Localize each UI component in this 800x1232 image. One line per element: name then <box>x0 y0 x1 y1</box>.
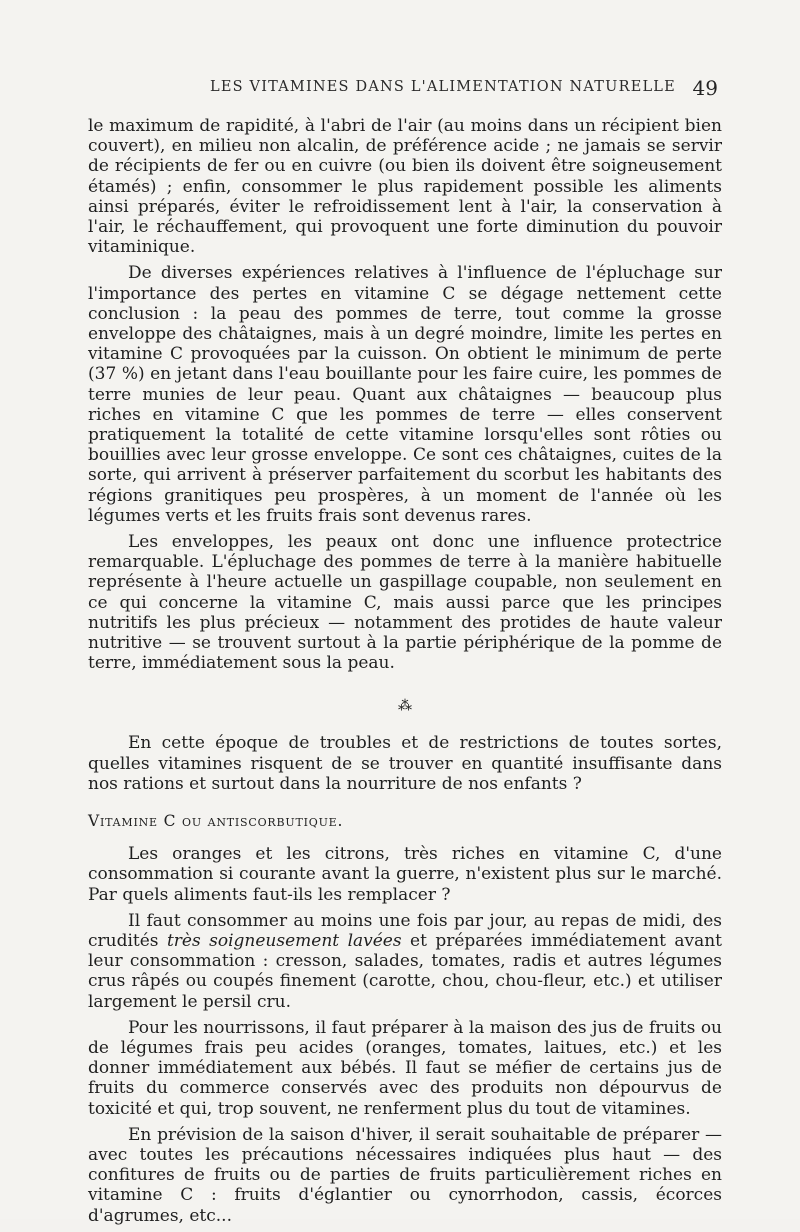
paragraph-3: Les enveloppes, les peaux ont donc une influence protectrice remarquable. L'épluchage des pommes de terre à la manière habituelle représente à l'heure actuelle un gaspillage coupable, non seulement en ce qui concerne la vitamine C, mais aussi parce que les principes nutritifs les plus précieux — notamment des protides de haute valeur nutritive — se trouvent surtout à la partie périphérique de la pomme de terre, immédiatement sous la peau. <box>88 532 722 674</box>
running-title: LES VITAMINES DANS L'ALIMENTATION NATURELLE <box>210 79 676 95</box>
page-number: 49 <box>692 76 718 100</box>
paragraph-5: Les oranges et les citrons, très riches en vitamine C, d'une consommation si courante avant la guerre, n'existent plus sur le marché. Par quels aliments faut-ils les remplacer ? <box>88 844 722 905</box>
page-content <box>88 116 722 1232</box>
paragraph-2: De diverses expériences relatives à l'influence de l'épluchage sur l'importance des pertes en vitamine C se dégage nettement cette conclusion : la peau des pommes de terre, tout comme la grosse enveloppe des châtaignes, mais à un degré moindre, limite les pertes en vitamine C provoquées par la cuisson. On obtient le minimum de perte (37 %) en jetant dans l'eau bouillante pour les faire cuire, les pommes de terre munies de leur peau. Quant aux châtaignes — beaucoup plus riches en vitamine C que les pommes de terre — elles conservent pratiquement la totalité de cette vitamine lorsqu'elles sont rôties ou bouillies avec leur grosse enveloppe. Ce sont ces châtaignes, cuites de la sorte, qui arrivent à préserver parfaitement du scorbut les habitants des régions granitiques peu prospères, à un moment de l'année où les légumes verts et les fruits frais sont devenus rares. <box>88 263 722 526</box>
section-separator: ⁂ <box>398 698 412 715</box>
paragraph-1: le maximum de rapidité, à l'abri de l'air (au moins dans un récipient bien couvert), en milieu non alcalin, de préférence acide ; ne jamais se servir de récipients de fer ou en cuivre (ou bien ils doivent être soigneusement étamés) ; enfin, consommer le plus rapidement possible les aliments ainsi préparés, éviter le refroidissement lent à l'air, la conservation à l'air, le réchauffement, qui provoquent une forte diminution du pouvoir vitaminique. <box>88 116 722 258</box>
paragraph-6-part-2: et préparées immédiatement avant leur consommation : cresson, salades, tomates, radis et autres légumes crus râpés ou coupés finement (carotte, chou, chou-fleur, etc.) et utiliser largement le persil cru. <box>88 930 722 1012</box>
page-header <box>88 76 718 102</box>
paragraph-6-part-1: Il faut consommer au moins une fois par jour, au repas de midi, des crudités <box>88 910 722 951</box>
paragraph-6 <box>88 911 722 1012</box>
paragraph-7: Pour les nourrissons, il faut préparer à la maison des jus de fruits ou de légumes frais peu acides (oranges, tomates, laitues, etc.) et les donner immédiatement aux bébés. Il faut se méfier de certains jus de fruits du commerce conservés avec des produits non dépourvus de toxicité et qui, trop souvent, ne renferment plus du tout de vitamines. <box>88 1017 722 1119</box>
section-title: Vitamine C ou antiscorbutique. <box>88 812 344 831</box>
paragraph-6-italic: très soigneusement lavées <box>166 930 402 951</box>
paragraph-4: En cette époque de troubles et de restrictions de toutes sortes, quelles vitamines risquent de se trouver en quantité insuffisante dans nos rations et surtout dans la nourriture de nos enfants ? <box>88 733 722 794</box>
paragraph-8: En prévision de la saison d'hiver, il serait souhaitable de préparer — avec toutes les précautions nécessaires indiquées plus haut — des confitures de fruits ou de parties de fruits particulièrement riches en vitamine C : fruits d'églantier ou cynorrhodon, cassis, écorces d'agrumes, etc... <box>88 1124 722 1226</box>
